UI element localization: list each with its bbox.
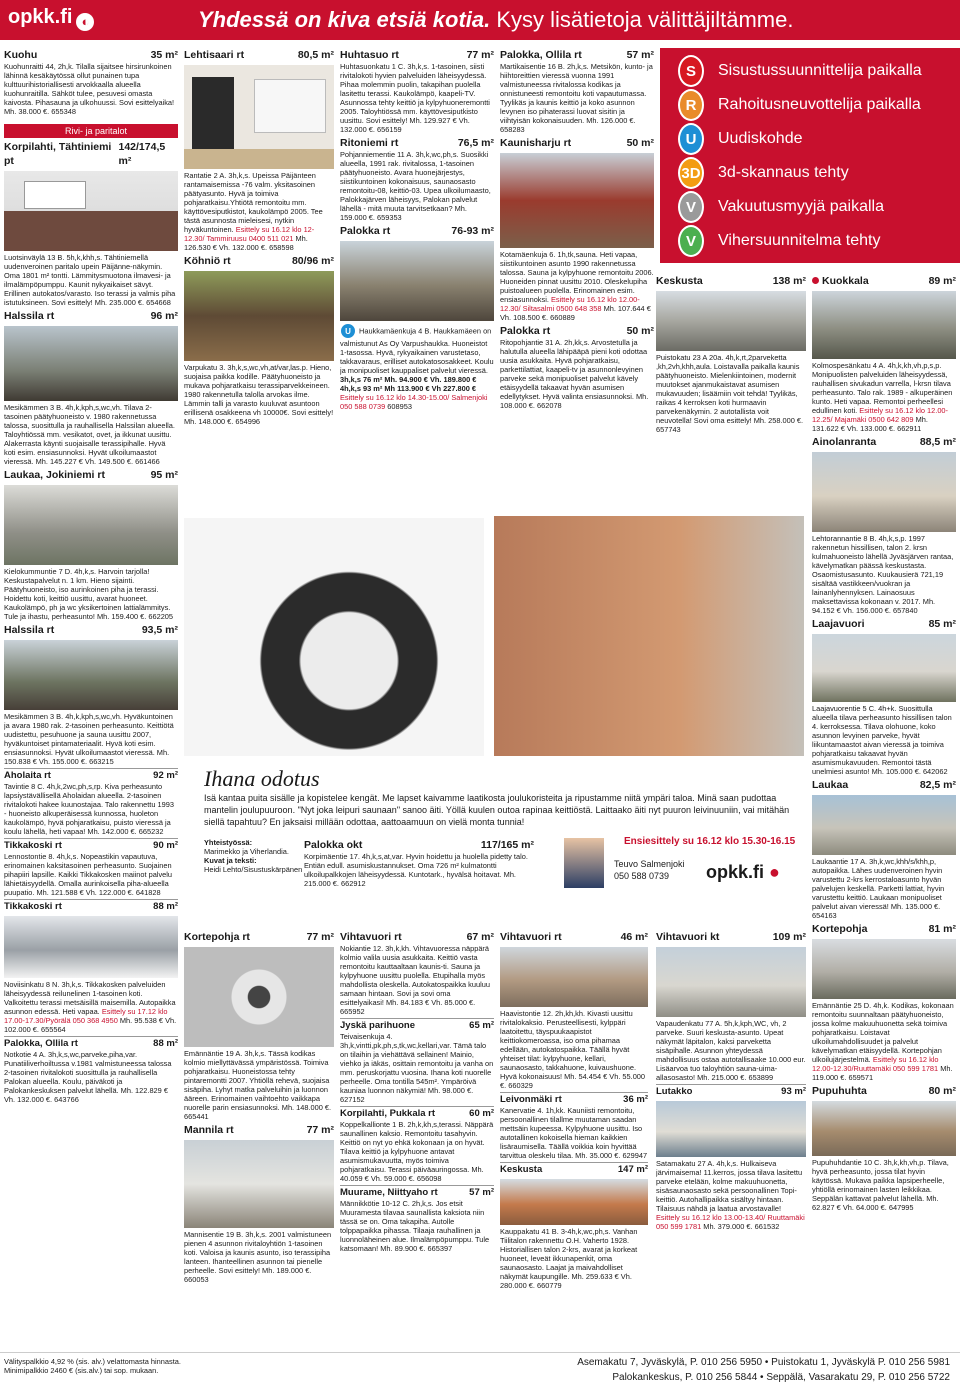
column-3-lower xyxy=(340,928,494,1350)
listing-text: Huhtasuonkatu 1 C. 3h,k,s. 1-tasoinen, siisti rivitalokoti hyvien palveluiden läheisyydessä. Pihaa molemmin puolin, takapihan puolella lasitettu terassi. Kaukolämpö, kaapeli-TV. Asunnossa tehty keittiö ja kylpyhuoneremontti 2005. Taloyhtiössä mm. käyttövesiputkisto uusittu. Sovi esittely! Mh. 129.927 € Vh. 132.000 €. 656159 xyxy=(340,62,490,134)
listing-title[interactable]: Halssila rt 96 m² xyxy=(4,310,178,322)
listing-text: Nokiantie 12. 3h,k,kh. Vihtavuoressa näppärä kolmio valila uusia asukkaita. Keittiö vasta remontoitu kauttaaltaan kaunis-ti. Sauna ja kylpyhuone uusittu puolella. Etupihalla myös mahdollista oleskella. Autokatospaikka kuuluu samaan hintaan. Sovi ja sovi oma esittelyaikasi! Mh. 84.183 € Vh. 85.000 €. 665952 xyxy=(340,944,490,1016)
office-addresses: Asemakatu 7, Jyväskylä, P. 010 256 5950 • Puistokatu 1, Jyväskylä P. 010 256 5981 Palokankeskus, P. 010 256 5844 • Seppälä, Vasarakatu 29, P. 010 256 5722 xyxy=(577,1357,950,1383)
showing-time: Esittely su 16.12 klo 13.00-13.40/ Ruuttamäki 050 599 1781 xyxy=(656,1213,805,1231)
featured-showing: Ensiesittely su 16.12 klo 15.30-16.15 xyxy=(624,836,796,847)
showing-time: Esittely su 17.12 klo 17.00-17.30/Pyörälä 050 368 4950 xyxy=(4,1007,168,1025)
op-mark-icon: ◐ xyxy=(76,13,94,31)
listing-title[interactable]: Ainolanranta 88,5 m² xyxy=(812,436,956,448)
legend-label: Vakuutusmyyjä paikalla xyxy=(718,198,885,215)
listing-title[interactable]: Muurame, Niittyaho rt 57 m² xyxy=(340,1187,494,1198)
listing-title[interactable]: Tikkakoski rt 90 m² xyxy=(4,840,178,851)
legend-badge-icon: V xyxy=(678,191,704,223)
listing-photo[interactable] xyxy=(4,485,178,565)
legend-item xyxy=(660,54,960,88)
showing-time: Esittely su 16.12 klo 12.00-12.30/Ruuttamäki 050 599 1781 xyxy=(812,1055,939,1073)
listing-text: Emännäntie 19 A. 3h,k,s. Tässä kodikas kolmio miellyttävässä ympäristössä. Toimiva pohjaratkaisu. Huoneistossa tehty pintaremontti 2007. Yhtiöllä rehevä, suojaisa sisäpiha. Lyhyt matka palveluihin ja luonnon ääreen. Erinomainen vaihtoehto vaikkapa nuorelle parin ensiasunnoksi. Mh. 148.000 €. 665441 xyxy=(184,1049,332,1121)
listing-title[interactable]: Korpilahti, Tähtiniemi pt 142/174,5 m² xyxy=(4,141,166,167)
legend-label: Sisustussuunnittelija paikalla xyxy=(718,62,922,79)
listing-title[interactable]: Korpilahti, Pukkala rt 60 m² xyxy=(340,1108,494,1119)
listing-title[interactable]: Palokka okt 117/165 m² xyxy=(304,839,534,851)
listing-text: Satamakatu 27 A. 4h,k,s. Hulkaiseva järvimaisema! 11.kerros, jossa tilava lasitettu parveke etelään, kolme makuuhuonetta, sisäsaunaosasto sekä persoonallinen Topi-keittiö. Autohallipaikka sisältyy hintaan. Tilaisuus nähdä ja laatua arvostavalle! Esittely su 16.12 klo 13.00-13.40/ Ruuttamäki 050 599 1781 Mh. 379.000 €. 661532 xyxy=(656,1159,805,1231)
header-bar xyxy=(0,0,960,40)
legend-item xyxy=(660,122,960,156)
listing-text: Mannisentie 19 B. 3h,k,s. 2001 valmistuneen pienen 4 asunnon rivitaloyhtiön 1-tasoinen koti. Valoisa ja kaunis asunto, iso terassipiha lanteen. Ihanteellinen asunnon tai pienelle perheelle. Sovi esittely! Mh. 189.000 €. 660053 xyxy=(184,1230,332,1284)
agent-contact: Teuvo Salmenjoki 050 588 0739 xyxy=(614,859,685,881)
listing-title[interactable]: Kuokkala 89 m² xyxy=(812,274,956,288)
listing-text: Kuohunraitti 44, 2h,k. Tilalla sijaitsee hirsirunkoinen lähinnä kesäkäytössä ollut punainen tupa kulttuurihistoriallisesti arvokkaalla alueella kuohunraitilla. Sähköt tulee, pesuvesi omasta kaivosta. Pihasauna ja ulkohuussi. Sovi esittelyaika! Mh. 38.000 €. 655348 xyxy=(4,62,175,116)
legend-list xyxy=(660,48,960,258)
listing-title[interactable]: Laukaa, Jokiniemi rt 95 m² xyxy=(4,469,178,481)
listing-text: Pohjanniementie 11 A. 3h,k,wc,ph,s. Suosikki alueella, 1991 rak. rivitalossa, 1-tasoinen päätyhuoneisto. Avara huonejärjestys, siistikuntoinen kokonaisuus, saunaosasto remontoitu-08, keittiö-03. Upea ulkoilumaasto, Palokkajärven läheisyys, Palokan palvelut lähellä - mitä muuta tarvitsetkaan? Mh. 159.000 €. 659353 xyxy=(340,150,491,222)
legend-label: 3d-skannaus tehty xyxy=(718,164,849,181)
listing-text: Luotsinväylä 13 B. 5h,k,khh,s. Tähtiniemellä uudenveroinen paritalo upein Päijänne-näkymin. Oma 1801 m² tontti. Lämmitysmuotona ilmavesi- ja ilmalämpöpumppu. Kaunit nykyaikaiset sävyt. Erillinen autokatos/varasto. Iso terassi ja valmis piha istutuksineen. Sovi esittely! Mh. 235.000 €. 654668 xyxy=(4,253,176,307)
legend-badge-icon: S xyxy=(678,55,704,87)
listing-text: Vapaudenkatu 77 A. 5h,k,kph,WC, vh, 2 parveke. Suuri keskusta-asunto. Upeat näkymät läpitalon, kaksi parveketta sisäpihalle. Asunnon yhteydessä mahdollisuus ostaa autotallisaake 10.000 eur. Lisäarvoa tuo taloyhtiön sauna-uima-allasosasto! Mh. 215.000 €. 653899 xyxy=(656,1019,806,1082)
legend-badge-icon: U xyxy=(678,123,704,155)
listing-title[interactable]: Laukaa 82,5 m² xyxy=(812,779,956,791)
listing-photo[interactable] xyxy=(656,1101,806,1157)
listing-title[interactable]: Halssila rt 93,5 m² xyxy=(4,624,178,636)
feature-title: Ihana odotus xyxy=(204,766,320,791)
op-mark-icon: ● xyxy=(769,862,780,882)
column-2-lower xyxy=(184,928,334,1350)
listing-title[interactable]: Lehtisaari rt 80,5 m² xyxy=(184,49,334,61)
listing-photo[interactable] xyxy=(812,1101,956,1156)
column-5-lower xyxy=(656,928,806,1350)
listing-text: Rantatie 2 A. 3h,k,s. Upeissa Päijänteen rantamaisemissa -76 valm. yksitasoinen päätyasunto. Hyvä ja toimiva pohjaratkaisu.Yhtiötä remontoitu mm. käyttövesiputkistot, kaukolämpö 2005. Tee tästä asunnosta mieleisesi, nytkin hyväkuntoinen. Esittely su 16.12 klo 12-12.30/ Tammiruusu 0400 511 021 Mh. 126.530 € Vh. 132.000 €. 658598 xyxy=(184,171,323,252)
section-bar: Rivi- ja paritalot xyxy=(4,124,178,138)
subline: Kysy lisätietoja välittäjiltämme. xyxy=(496,7,794,32)
symbol-legend xyxy=(660,48,960,263)
listing-title[interactable]: Palokka, Ollila rt 88 m² xyxy=(4,1038,178,1049)
listing-title[interactable]: Aholaita rt 92 m² xyxy=(4,770,178,781)
listing-photo[interactable] xyxy=(4,916,178,978)
bullet-icon xyxy=(55,127,62,134)
listing-photo[interactable] xyxy=(184,1140,334,1228)
listing-title[interactable]: Lutakko 93 m² xyxy=(656,1086,806,1097)
listing-text: Varpukatu 3. 3h,k,s,wc,vh,at/var,las.p. Hieno, suojaisa paikka kodille. Päätyhuoneisto ja mukava pohjaratkaisu terassiparvekkeineen. 1980 rakennetulla talolla arvokas ilme. Lämmin talli ja varasto kuuluvat asuntoon erillisenä osakkeena vh 10000€. Sovi esittely! Mh. 148.000 €. 654996 xyxy=(184,363,334,426)
listing-title[interactable]: Keskusta 138 m² xyxy=(656,275,806,287)
listing-text: Pupuhuhdantie 10 C. 3h,k,kh,vh,p. Tilava, hyvä perheasunto, jossa tilat hyvin käytössä. Mukava paikka lapsiperheelle, yhtiöllä erinomainen lasten leikkikaa. Seppälän kattavat palvelut lähellä. Mh. 62.827 € Vh. 64.000 €. 647995 xyxy=(812,1158,949,1212)
listing-title[interactable]: Tikkakoski rt 88 m² xyxy=(4,901,178,912)
featured-listing[interactable] xyxy=(304,838,534,888)
listing-title[interactable]: Kortepohja rt 77 m² xyxy=(184,931,334,943)
listing-text: Mesikämmen 3 B. 4h,k,kph,s,wc,vh. Hyväkuntoinen ja avara 1980 rak. 2-tasoinen perheasunto. Keittiötä uudistettu, pesuhuone ja sauna uusittu 2007, hyväkuntoiset pintamateriaalit. Hyvä koti esim. ensiasunnoksi. Hyvät ulkoilumaastot vieressä. Mh. 150.838 € Vh. 155.000 €. 663215 xyxy=(4,712,174,766)
column-3 xyxy=(340,46,494,516)
listing-text: Lennostontie 8. 4h,k,s. Nopeastikin vapautuva, erinomainen kaksitasoinen perheasunto. Suojainen pihapiiri lapsille. Kaikki Tikkakosken maiinot palvelu lähietäisyydellä. Omalla aurinkoisella piha-alueella puupatio. Mh. 121.588 € Vh. 122.000 €. 641828 xyxy=(4,852,173,897)
listing-photo[interactable] xyxy=(812,939,956,999)
listing-text: Puistokatu 23 A 20a. 4h,k,rt,2parveketta ,kh,2vh,khh,aula. Loistavalla paikalla kaunis päätyhuoneisto. Mielenkiintoinen, modernit muutokset ajanmukaistavat asumisen mukavuuden; lisäämiin voit tehdä! Tyylikäs, raikas 4 kerroksen koti hurmaavin parvekenäkymin. 2 autotallista voit neuvotella! Sovi oma esittely! Mh. 258.000 €. 657743 xyxy=(656,353,804,434)
listing-title[interactable]: Palokka rt 76-93 m² xyxy=(340,225,494,237)
listing-text: Ritopohjantie 31 A. 2h,kk,s. Arvostetulla ja halutulla alueella lähipääpä pieni koti odottaa uusia asukkaita. Hyvä pohjaratkaisu, parkettilattiat, kaapeli-tv ja asunnonlevyinen parveke sekä monipuoliset palvelut kävely etäisyydellä takaavat hyvän asumisen edellytykset. Hyvä valinta ensiasunnoksi. Mh. 108.000 €. 662078 xyxy=(500,338,649,410)
listing-text: Koppelkallionte 1 B. 2h,k,kh,s,terassi. Näppärä saunallinen kaksio. Remontoitu tasahyvin. Keittiö on nyt yo ehkä kokonaan ja on hyvät. Tilava keittiö ja kylpyhuone antavat asumismukavuutta, myös toimiva pohjaratkaisu. Terassi päiväauringossa. Mh. 40.059 € Vh. 59.000 €. 656098 xyxy=(340,1120,494,1183)
column-4 xyxy=(500,46,654,516)
listing-title[interactable]: Palokka, Ollila rt 57 m² xyxy=(500,49,654,61)
showing-time: Esittely su 16.12 klo 12.00-12.25/ Majamäki 0500 642 809 xyxy=(812,406,949,424)
listing-text: U Haukkamäenkuja 4 B. Haukkamäeen on valmistunut As Oy Varpushaukka. Huoneistot 1-tasossa. Hyvä, rykyaikainen varustetaso, takkavaraus, erilliset autokatososakkeet. Koulu ja monipuoliset kauppaliset palvelut vieressä. xyxy=(340,323,494,375)
listing-photo[interactable] xyxy=(184,271,334,361)
listing-showing: Esittely su 16.12 klo 14.30-15.00/ Salmenjoki 050 588 0739 608953 xyxy=(340,393,488,411)
legend-badge-icon: 3D xyxy=(678,157,704,189)
listing-text: Haavistontie 12. 2h,kh,kh. Kivasti uusittu rivitalokaksio. Perusteellisesti, kylppäri laatoitettu, täyspuukaapistot keittiokomeroassa, iso oma pihamaa edellään, autokatospaikka. Täällä hyvät yhteiset tilat: kylpyhuone, kellari, saunaosasto, takkahuone, kuivaushuone. Hyvä kokonaisuus! Mh. 54.454 € Vh. 55.000 €. 660329 xyxy=(500,1009,646,1090)
listing-title[interactable]: Mannila rt 77 m² xyxy=(184,1124,334,1136)
bullet-icon xyxy=(812,277,819,284)
column-1 xyxy=(4,46,178,1350)
showing-time: Esittely su 16.12 klo 12-12.30/ Tammiruusu 0400 511 021 xyxy=(184,225,315,243)
legend-item xyxy=(660,190,960,224)
legend-label: Vihersuunnitelma tehty xyxy=(718,232,881,249)
listing-title[interactable]: Vihtavuori kt 109 m² xyxy=(656,931,806,943)
listing-title[interactable]: Jyskä parihuone 65 m² xyxy=(340,1020,494,1031)
column-6 xyxy=(812,272,956,1350)
uudiskohde-icon: U xyxy=(340,323,356,339)
legend-badge-icon: V xyxy=(678,225,704,257)
listing-title[interactable]: Ritoniemi rt 76,5 m² xyxy=(340,137,494,149)
legend-label: Uudiskohde xyxy=(718,130,803,147)
opkk-feature-logo[interactable]: opkk.fi ● xyxy=(706,862,780,882)
column-5 xyxy=(656,272,806,512)
listing-photo[interactable] xyxy=(4,640,178,710)
listing-text: Teivaisenkuja 4. 3h,k,vintti,pk,ph,s,tk,wc,kellari,var. Tämä talo on tilaihin ja viehättävä sellainen! Mainio, viehko ja iäkäs, osittain remontoitu ja vanha on mm. peruskorjattu vuosina. Ihana koti nuorelle perheelle. Oma tontilla 545m². Ympäröivä kauniaa luonnon näkymiä! Mh. 98.000 €. 627152 xyxy=(340,1032,494,1104)
feature-text: Isä kantaa puita sisälle ja kopistelee kengät. Me lapset kaivamme laatikosta joulukoristeita ja ripustamme niitä ympäri taloa. Minä saan pudottaa mantelin joulupuuroon. "Nyt joka leipuri saunaan" sanoo äiti. Yöllä kuulen outoa rapinaa keittiöstä. Laittaako äiti nyt puuron leivinuuniin, vai mitähän siellä tapahtuu? En jaksaisi millään odottaa, aattoaamuun on vielä monta tunnia! xyxy=(204,793,790,827)
listing-text: Kolmospesänkatu 4 A. 4h,k,kh,vh,p,s,p. Monipuolisten palveluiden läheisyydessä, rauhallisen sivukadun varrella, l-krsn tilava perheasunto. Talo rak. 1989 - alkuperäinen kunto. Heti vapaa. Remontoi perheellesi edullinen koti. Esittely su 16.12 klo 12.00-12.25/ Majamäki 0500 642 809 Mh. 131.622 € Vh. 133.000 €. 662911 xyxy=(812,361,953,433)
agent-photo xyxy=(564,838,604,888)
listing-title[interactable]: Kortepohja 81 m² xyxy=(812,923,956,935)
legend-item xyxy=(660,156,960,190)
listing-photo[interactable] xyxy=(812,795,956,855)
listing-text: Emännäntie 25 D. 4h,k. Kodikas, kokonaan remontoitu suunnaltaan päätyhuoneisto, jossa kolme makuuhuonetta sekä toimiva pohjaratkaisu. Loistavat ulkoilumahdollisuudet ja palvelut kävelymatkan etäisyydellä. Kortepohjan ulkoilujärjestelmä. Esittely su 16.12 klo 12.00-12.30/Ruuttamäki 050 599 1781 Mh. 119.000 €. 659571 xyxy=(812,1001,954,1082)
listing-photo[interactable] xyxy=(184,65,334,169)
listing-photo[interactable] xyxy=(812,291,956,359)
listing-photo[interactable] xyxy=(656,947,806,1017)
listing-text: Kotamäenkuja 6. 1h,tk,sauna. Heti vapaa, siistikuntoinen asunto 1990 rakennetussa talossa. Sauna ja kylpyhuone remontoitu 2006. Huoneiden pinnat uusittu 2010. Oleskelupiha puistoalueen puolella. Erinomainen esim. ensiasunnoksi. Esittely su 16.12 klo 12.00-12.30/ Siltasalmi 0500 648 358 Mh. 107.644 € Vh. 108.500 €. 660889 xyxy=(500,250,654,322)
listing-title[interactable]: Köhniö rt 80/96 m² xyxy=(184,255,334,267)
listing-photo[interactable] xyxy=(500,947,648,1007)
listing-title[interactable]: Kuohu 35 m² xyxy=(4,49,178,61)
legend-item xyxy=(660,224,960,258)
listing-text: Kielokummuntie 7 D. 4h,k,s. Harvoin tarjolla! Keskustapalvelut n. 1 km. Hieno sijainti. Päätyhuoneisto, iso aurinkoinen piha ja terassi. Hoidettu koti, keittiö uusittu, avarat huoneet. Kaukolämpö, ph ja wc yksikertoinen lattialämmitys. Tule ja ihastu, perheasunto! Mh. 159.400 €. 662205 xyxy=(4,567,174,621)
legend-item xyxy=(660,88,960,122)
listing-text: Männikkötie 10-12 C. 2h,k,s. Jos etsit Muuramesta tilavaa saunallista kaksiota niin tässä se on. Oma takapiha. Autolle tolppapaikka pihassa. Tilaaja rauhallinen ja luonnoläheinen alue. Ilmalämpöpumppu. Tule katsomaan! Mh. 89.900 €. 665397 xyxy=(340,1199,490,1253)
listing-title[interactable]: Palokka rt 50 m² xyxy=(500,325,654,337)
listing-title[interactable]: Laajavuori 85 m² xyxy=(812,618,956,630)
listing-photo[interactable] xyxy=(656,291,806,351)
listing-text: Lehtorannantie 8 B. 4h,k,s,p. 1997 rakennetun hissillisen, talon 2. krsn kulmahuoneisto lähellä Jyväsjärven rantaa, kävelymatkan päässä keskustasta. Osaomistusasunto. Kuukausierä 721,19 sisältää vastikkeen/vuokran ja lainanlyhennyksen. Lainaosuus maksettavissa kokonaan v. 2017. Mh. 94.152 € Vh. 156.000 €. 657840 xyxy=(812,534,954,615)
listing-photo[interactable] xyxy=(4,326,178,401)
listing-text: Laukaantie 17 A. 3h,k,wc,khh/s/khh,p, autopaikka. Lähes uudenveroinen hyvin varustettu 2-krs kerrostaloasunto hyvän palvelujen keskellä. Parketti lattiat, hyvin varustettu keittiö. Laukaan monipuoliset palvelut aivan vieressä! Mh. 135.000 €. 654163 xyxy=(812,857,945,920)
listing-photo[interactable] xyxy=(500,153,654,248)
opkk-logo[interactable]: opkk.fi ◐ xyxy=(8,6,94,31)
listing-prices: 3h,k,s 76 m² Mh. 94.900 € Vh. 189.800 € 4h,k,s 93 m² Mh 113.900 € Vh 227.800 € xyxy=(340,375,477,393)
feature-credits: Yhteistyössä: Marimekko ja Viherlandia. Kuvat ja teksti: Heidi Lehto/Sisustuskärpänen xyxy=(204,838,303,874)
listing-text: Notkotie 4 A. 3h,k,s,wc,parveke,piha,var. Punatiiliverhoiltussa v.1981 valmistuneessa talossa 2-tasoinen rivitalokoti suosittulla ja rauhallisella Palokan alueella. Koulu, päiväkoti ja Palokankeskuksen palvelut lähellä. Mh. 122.829 € Vh. 132.000 €. 643766 xyxy=(4,1050,172,1104)
legend-badge-icon: R xyxy=(678,89,704,121)
listing-title[interactable]: Pupuhuhta 80 m² xyxy=(812,1085,956,1097)
headline: Yhdessä on kiva etsiä kotia. Kysy lisätietoja välittäjiltämme. xyxy=(198,7,794,32)
listing-title[interactable]: Keskusta 147 m² xyxy=(500,1164,648,1175)
listing-text: Mesikämmen 3 B. 4h,k,kph,s,wc,vh. Tilava 2-tasoinen päätyhuoneisto v. 1980 rakennetussa talossa, suosittulla ja rauhallisella Halssilan alueella. Taloyhtiössä mm. vesikatot, ovet, ja ikkunat uusittu. Alakerrasta käynti suojaisalle terassipihalle. Hyvä koti esim. ensiasunnoksi. Hyvät ulkoilumaastot vieressä. Mh. 145.227 € Vh. 149.500 €. 661466 xyxy=(4,403,175,466)
listing-text: Kauppakatu 41 B. 3-4h,k,wc,ph,s. Vanhan Tiilitalon rakennettu O.H. Vaherto 1928. Historiallisen talon 2-krs, avarat ja korkeat huoneet, leveät ikkunapenkit, oma saunaosasto. Laajat ja maivahdolliset näkymät kaupungille. Mh. 259.633 € Vh. 280.000 €. 660779 xyxy=(500,1227,638,1290)
column-4-lower xyxy=(500,928,648,1350)
listing-text: Martikaisentie 16 B. 2h,k,s. Metsikön, kunto- ja hiihtoreittien vieressä vuonna 1991 valmistuneessa rivitalossa kodikas ja onnistuneesti remontoitu koti vapautumassa. Tyylikäs ja kaunis keittiö ja koko asunnon levynen iso pihaterassi luovat sisitin ja viihtyisän kokonaisuuden. Mh. 126.000 €. 658283 xyxy=(500,62,653,134)
listing-photo[interactable] xyxy=(4,171,178,251)
listing-text: Korpimäentie 17. 4h,k,s,at,var. Hyvin hoidettu ja huolella pidetty talo. Entiän edull. asumiskustannukset. Oma 726 m² kulmatontti ulkoilupalkkojen läheisyydessä. Kuntotark., hyvälsä hoitavat. Mh. 215.000 €. 662912 xyxy=(304,852,528,888)
listing-title[interactable]: Vihtavuori rt 46 m² xyxy=(500,931,648,943)
listing-text: Laajavuorentie 5 C. 4h+k. Suosittulla alueella tilava perheasunto hissillisen talon 4. kerroksessa. Tilava olohuone, koko asunnon levyinen parveke, hyvät liikuntamaastot aivan vieressä ja toimiva pohjaratkaisu takaavat hyvän asumismukavuuden. Remontoi tästä unelmiesi asunto! Mh. 105.000 €. 642062 xyxy=(812,704,952,776)
feature-photo-right xyxy=(494,516,804,756)
listing-photo[interactable] xyxy=(500,1179,648,1225)
showing-time: Esittely su 16.12 klo 14.30-15.00/ Salmenjoki 050 588 0739 xyxy=(340,393,488,411)
footer xyxy=(0,1352,960,1388)
listing-title[interactable]: Kaunisharju rt 50 m² xyxy=(500,137,654,149)
column-2 xyxy=(184,46,334,516)
fee-note: Välityspalkkio 4,92 % (sis. alv.) velattomasta hinnasta. Minimipalkkio 2460 € (sis.alv.) tai sop. mukaan. xyxy=(4,1357,181,1375)
listing-title[interactable]: Leivonmäki rt 36 m² xyxy=(500,1094,648,1105)
listing-photo[interactable] xyxy=(340,241,494,321)
listing-text: Tavintie 8 C. 4h,k,2wc,ph,s,rp. Kiva perheasunto lapsiystävällisellä Aholaidan alueella. 2-tasoinen rivitalokoti hakee kuunostajaa. Talo rakennettu 1993 - huoneisto alkuperäisessä kunnossa, huoleton kaukolämpö, hyvä pohjaratkaisu, puisto vieressä ja koulu lähellä, heti vapaa! Mh. 142.000 €. 665232 xyxy=(4,782,174,836)
listing-text: Noviisinkatu 8 N. 3h,k,s. Tikkakosken palveluiden läheisyydessä reilunelinen 1-tasoinen koti. Valkoitettu terassi metsäisillä maisemilla. Autopaikka asunnon edessä. Heti vapaa. Esittely su 17.12 klo 17.00-17.30/Pyörälä 050 368 4950 Mh. 95.538 € Vh. 102.000 €. 655564 xyxy=(4,980,177,1034)
feature-photo-left xyxy=(184,518,484,756)
listing-title[interactable]: Huhtasuo rt 77 m² xyxy=(340,49,494,61)
listing-text: Kanervatie 4. 1h,kk. Kauniisti remontoitu, persoonallinen tilallme muutaman saadan mettsäin kupeessa. Kylpyhuone uusittu. Iso autotallinen kokoisella hieman kaikkien lisäraumisella. Täällä voikkia koin hyvittää tarvittua oleskelu tilaa. Mh. 35.000 €. 629947 xyxy=(500,1106,648,1160)
listing-photo[interactable] xyxy=(184,947,334,1047)
showing-time: Esittely su 16.12 klo 12.00-12.30/ Siltasalmi 0500 648 358 xyxy=(500,295,640,313)
legend-label: Rahoitusneuvottelija paikalla xyxy=(718,96,921,113)
listing-title[interactable]: Vihtavuori rt 67 m² xyxy=(340,931,494,943)
